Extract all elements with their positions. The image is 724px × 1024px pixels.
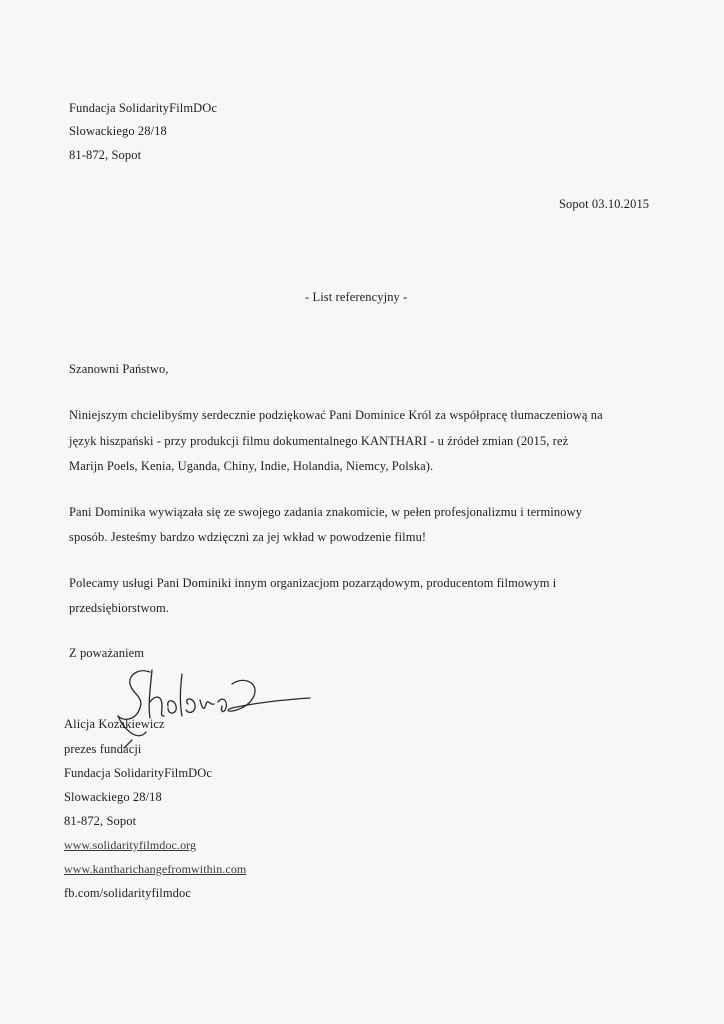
letter-date: Sopot 03.10.2015 — [559, 197, 650, 211]
handwritten-signature — [110, 660, 320, 750]
paragraph1-line1: Niniejszym chcielibyśmy serdecznie podziękować Pani Dominice Król za współpracę tłumaczeniową na — [69, 408, 603, 422]
paragraph1-line3: Marijn Poels, Kenia, Uganda, Chiny, Indie, Holandia, Niemcy, Polska). — [69, 459, 434, 473]
signatory-role: prezes fundacji — [64, 742, 142, 756]
website-link-kanthari[interactable]: www.kantharichangefromwithin.com — [64, 862, 247, 876]
sender-name: Fundacja SolidarityFilmDOc — [69, 101, 218, 115]
paragraph2-line2: sposób. Jesteśmy bardzo wdzięczni za jej wkład w powodzenie filmu! — [69, 530, 427, 544]
signatory-name: Alicja Kozakiewicz — [64, 717, 165, 731]
salutation: Szanowni Państwo, — [69, 362, 169, 376]
website-link-solidarityfilmdoc[interactable]: www.solidarityfilmdoc.org — [64, 838, 197, 852]
sender-street: Slowackiego 28/18 — [69, 124, 167, 138]
signatory-street: Slowackiego 28/18 — [64, 790, 162, 804]
signatory-organization: Fundacja SolidarityFilmDOc — [64, 766, 213, 780]
facebook-link[interactable]: fb.com/solidarityfilmdoc — [64, 886, 192, 900]
paragraph2-line1: Pani Dominika wywiązała się ze swojego zadania znakomicie, w pełen profesjonalizmu i terminowy — [69, 505, 583, 519]
paragraph3-line1: Polecamy usługi Pani Dominiki innym organizacjom pozarządowym, producentom filmowym i — [69, 576, 557, 590]
letter-subject: - List referencyjny - — [305, 290, 408, 304]
sender-city: 81-872, Sopot — [69, 148, 142, 162]
paragraph3-line2: przedsiębiorstwom. — [69, 601, 170, 615]
paragraph1-line2: język hiszpański - przy produkcji filmu dokumentalnego KANTHARI - u źródeł zmian (2015, reż — [69, 434, 569, 448]
closing: Z poważaniem — [69, 646, 145, 660]
signatory-city: 81-872, Sopot — [64, 814, 137, 828]
